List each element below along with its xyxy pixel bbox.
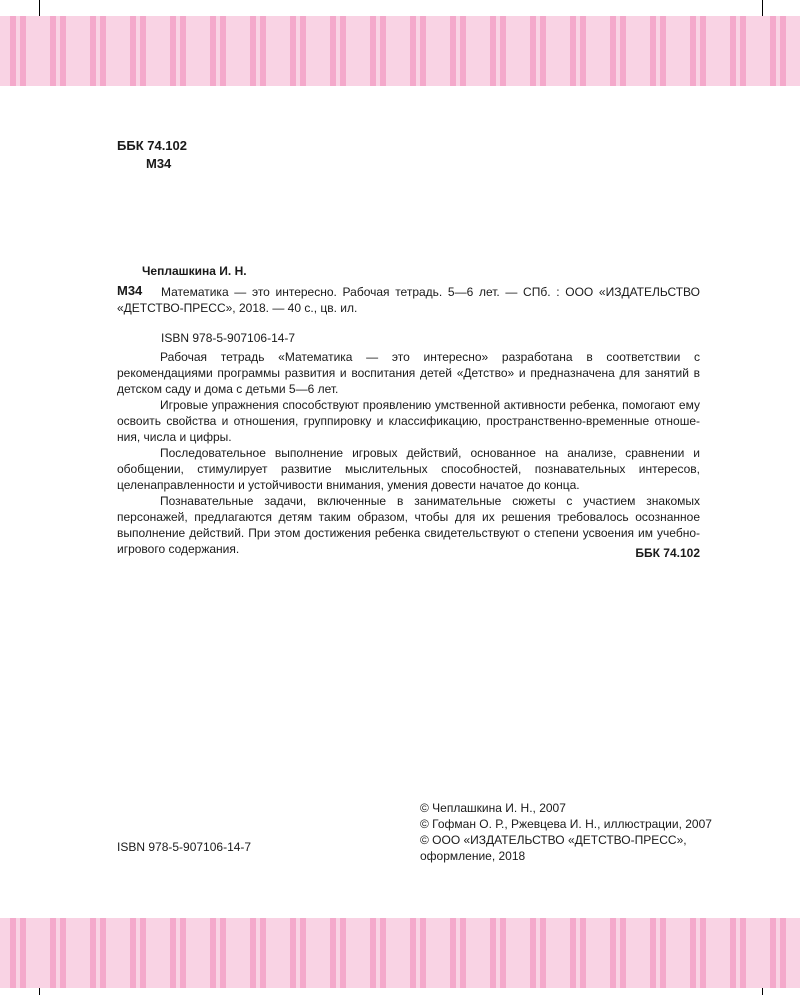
entry-author: Чеплашкина И. Н.	[142, 264, 247, 278]
bottom-decorative-band	[0, 918, 800, 988]
copyright-block	[420, 800, 712, 864]
annotation-paragraph-3: Последовательное выполнение игровых действий, основанное на анализе, сравнении и обобщении, стимулирует развитие мыслительных способностей, познавательных интересов, целенаправленности и устойчивости внимания, умения довести начатое до конца.	[117, 446, 700, 492]
copyright-line: © Гофман О. Р., Ржевцева И. Н., иллюстрации, 2007	[420, 817, 712, 831]
annotation-paragraph-1: Рабочая тетрадь «Математика — это интересно» разработана в соответствии с рекомендациями программы развития и воспитания детей «Детство» и предназначена для занятий в детском саду и дома с детьми 5—6 лет.	[117, 350, 700, 396]
entry-title-line-2: «ДЕТСТВО-ПРЕСС», 2018. — 40 с., цв. ил.	[117, 301, 358, 315]
copyright-line: © ООО «ИЗДАТЕЛЬСТВО «ДЕТСТВО-ПРЕСС»,	[420, 833, 687, 847]
bbk-code-right: ББК 74.102	[635, 546, 700, 560]
top-decorative-band	[0, 16, 800, 86]
crop-mark-bottom-left	[39, 988, 40, 995]
footer-isbn: ISBN 978-5-907106-14-7	[117, 840, 252, 854]
copyright-line: оформление, 2018	[420, 849, 526, 863]
bbk-code: ББК 74.102	[117, 138, 187, 153]
entry-isbn: ISBN 978-5-907106-14-7	[161, 331, 296, 345]
crop-mark-bottom-right	[762, 988, 763, 995]
annotation-paragraph-2: Игровые упражнения способствуют проявлению умственной активности ребенка, помогают ему освоить свойства и отношения, группировку и классификацию, пространственно-временные отношения, числа и цифры.	[117, 398, 700, 444]
author-mark: М34	[146, 156, 172, 171]
entry-title-line-1: Математика — это интересно. Рабочая тетрадь. 5—6 лет. — СПб. : ООО «ИЗДАТЕЛЬСТВО	[161, 285, 700, 299]
copyright-line: © Чеплашкина И. Н., 2007	[420, 801, 566, 815]
entry-author-mark: М34	[117, 283, 143, 298]
crop-mark-top-left	[39, 0, 40, 16]
annotation-paragraph-4: Познавательные задачи, включенные в занимательные сюжеты с участием знакомых персонажей, предлагаются детям таким образом, чтобы для их решения требовалось осознанное выполнение действий. При этом достижения ребенка свидетельствуют о степени усвоения им учебно-игрового содержания.	[117, 494, 700, 556]
crop-mark-top-right	[762, 0, 763, 16]
